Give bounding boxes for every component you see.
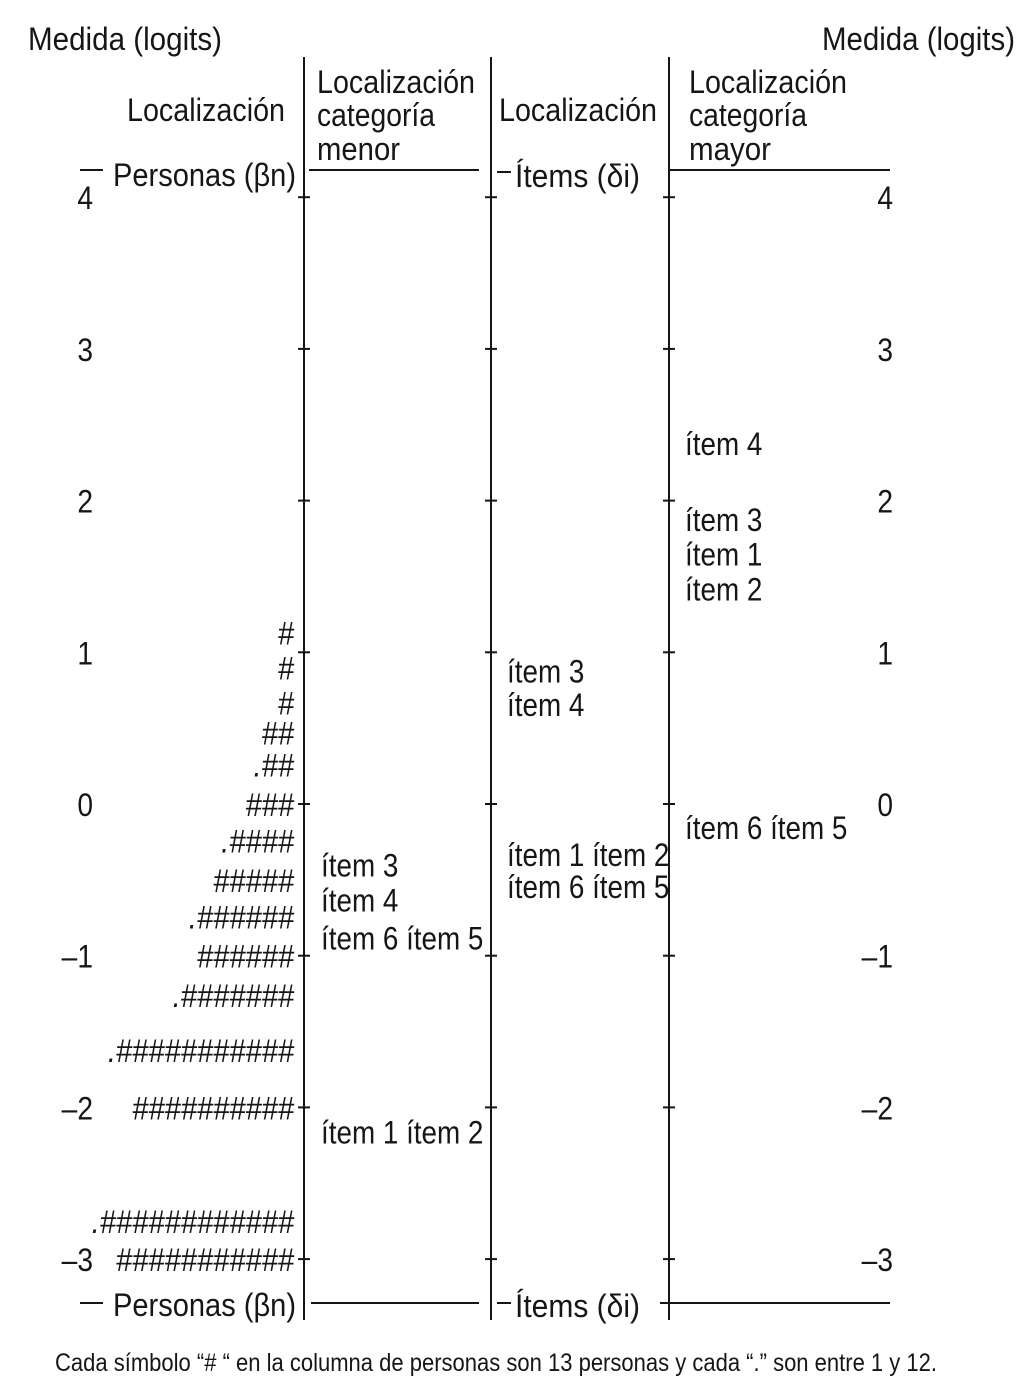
items-label-top: Ítems (δi) (515, 158, 640, 194)
person-row: .############ (91, 1204, 295, 1241)
y-tick-label-right: 2 (877, 484, 893, 521)
y-tick-label-left: 0 (77, 788, 93, 824)
menor-column-header-line: menor (317, 131, 401, 167)
axis-titles (28, 21, 1015, 57)
persons-distribution (92, 616, 295, 1278)
y-tick-label-left: –2 (61, 1091, 93, 1127)
person-row: .## (253, 748, 294, 784)
mayor-column-header-line: categoría (689, 97, 808, 133)
person-row: .########### (107, 1033, 294, 1070)
y-tick-label-right: 1 (877, 636, 893, 672)
y-tick-label-right: –2 (861, 1091, 893, 1127)
item-label: ítem 3 (507, 654, 585, 690)
person-row: # (277, 686, 294, 722)
person-row: ## (261, 716, 294, 753)
persons-column-header: Localización (127, 92, 285, 128)
persons-label-bottom: Personas (βn) (113, 1287, 296, 1323)
menor-column-header-line: Localización (317, 64, 475, 100)
item-label: ítem 3 (685, 503, 763, 539)
item-locations (321, 427, 847, 1151)
item-label: ítem 2 (685, 572, 763, 609)
person-row: .#### (221, 824, 294, 860)
person-row: ##### (213, 863, 294, 900)
item-label: ítem 6 ítem 5 (507, 870, 670, 906)
person-row: ########## (132, 1091, 294, 1127)
person-row: ########### (115, 1242, 294, 1279)
y-tick-label-right: 3 (877, 333, 893, 369)
person-row: ###### (196, 939, 294, 976)
y-tick-label-right: 0 (877, 788, 893, 824)
item-label: ítem 1 ítem 2 (507, 838, 670, 874)
items-column-header: Localización (499, 92, 657, 128)
y-tick-label-left: 2 (77, 484, 93, 521)
items-label-bottom: Ítems (δi) (515, 1288, 640, 1324)
item-label: ítem 6 ítem 5 (321, 921, 484, 957)
y-tick-label-left: –3 (61, 1243, 93, 1279)
person-row: # (277, 651, 294, 687)
mayor-column-header-line: mayor (689, 131, 772, 167)
item-label: ítem 4 (507, 688, 585, 724)
person-row: .###### (188, 900, 294, 936)
y-tick-label-right: –1 (861, 940, 893, 976)
item-label: ítem 4 (321, 883, 399, 920)
y-tick-label-left: 3 (77, 333, 93, 369)
persons-label-top: Personas (βn) (113, 157, 296, 193)
menor-column-header-line: categoría (317, 97, 436, 133)
y-tick-label-left: –1 (61, 940, 93, 976)
y-tick-label-left: 4 (77, 181, 93, 217)
y-tick-label-left: 1 (77, 636, 93, 672)
y-tick-label-right: –3 (861, 1243, 893, 1279)
item-label: ítem 3 (321, 848, 399, 885)
mayor-column-header-line: Localización (689, 64, 847, 100)
y-tick-label-right: 4 (877, 181, 893, 217)
column-headers (127, 64, 847, 167)
person-row: # (277, 616, 294, 652)
person-row: ### (245, 787, 294, 824)
person-row: .####### (172, 978, 294, 1015)
y-axis-title-right: Medida (logits) (822, 21, 1015, 57)
rules (80, 57, 890, 1320)
footnote: Cada símbolo “# “ en la columna de personas son 13 personas y cada “.” son entre 1 y 12. (55, 1349, 937, 1377)
y-axis-title-left: Medida (logits) (28, 21, 222, 57)
item-label: ítem 6 ítem 5 (685, 811, 848, 847)
item-label: ítem 1 (685, 537, 763, 574)
item-label: ítem 4 (685, 427, 763, 463)
item-label: ítem 1 ítem 2 (321, 1115, 484, 1152)
